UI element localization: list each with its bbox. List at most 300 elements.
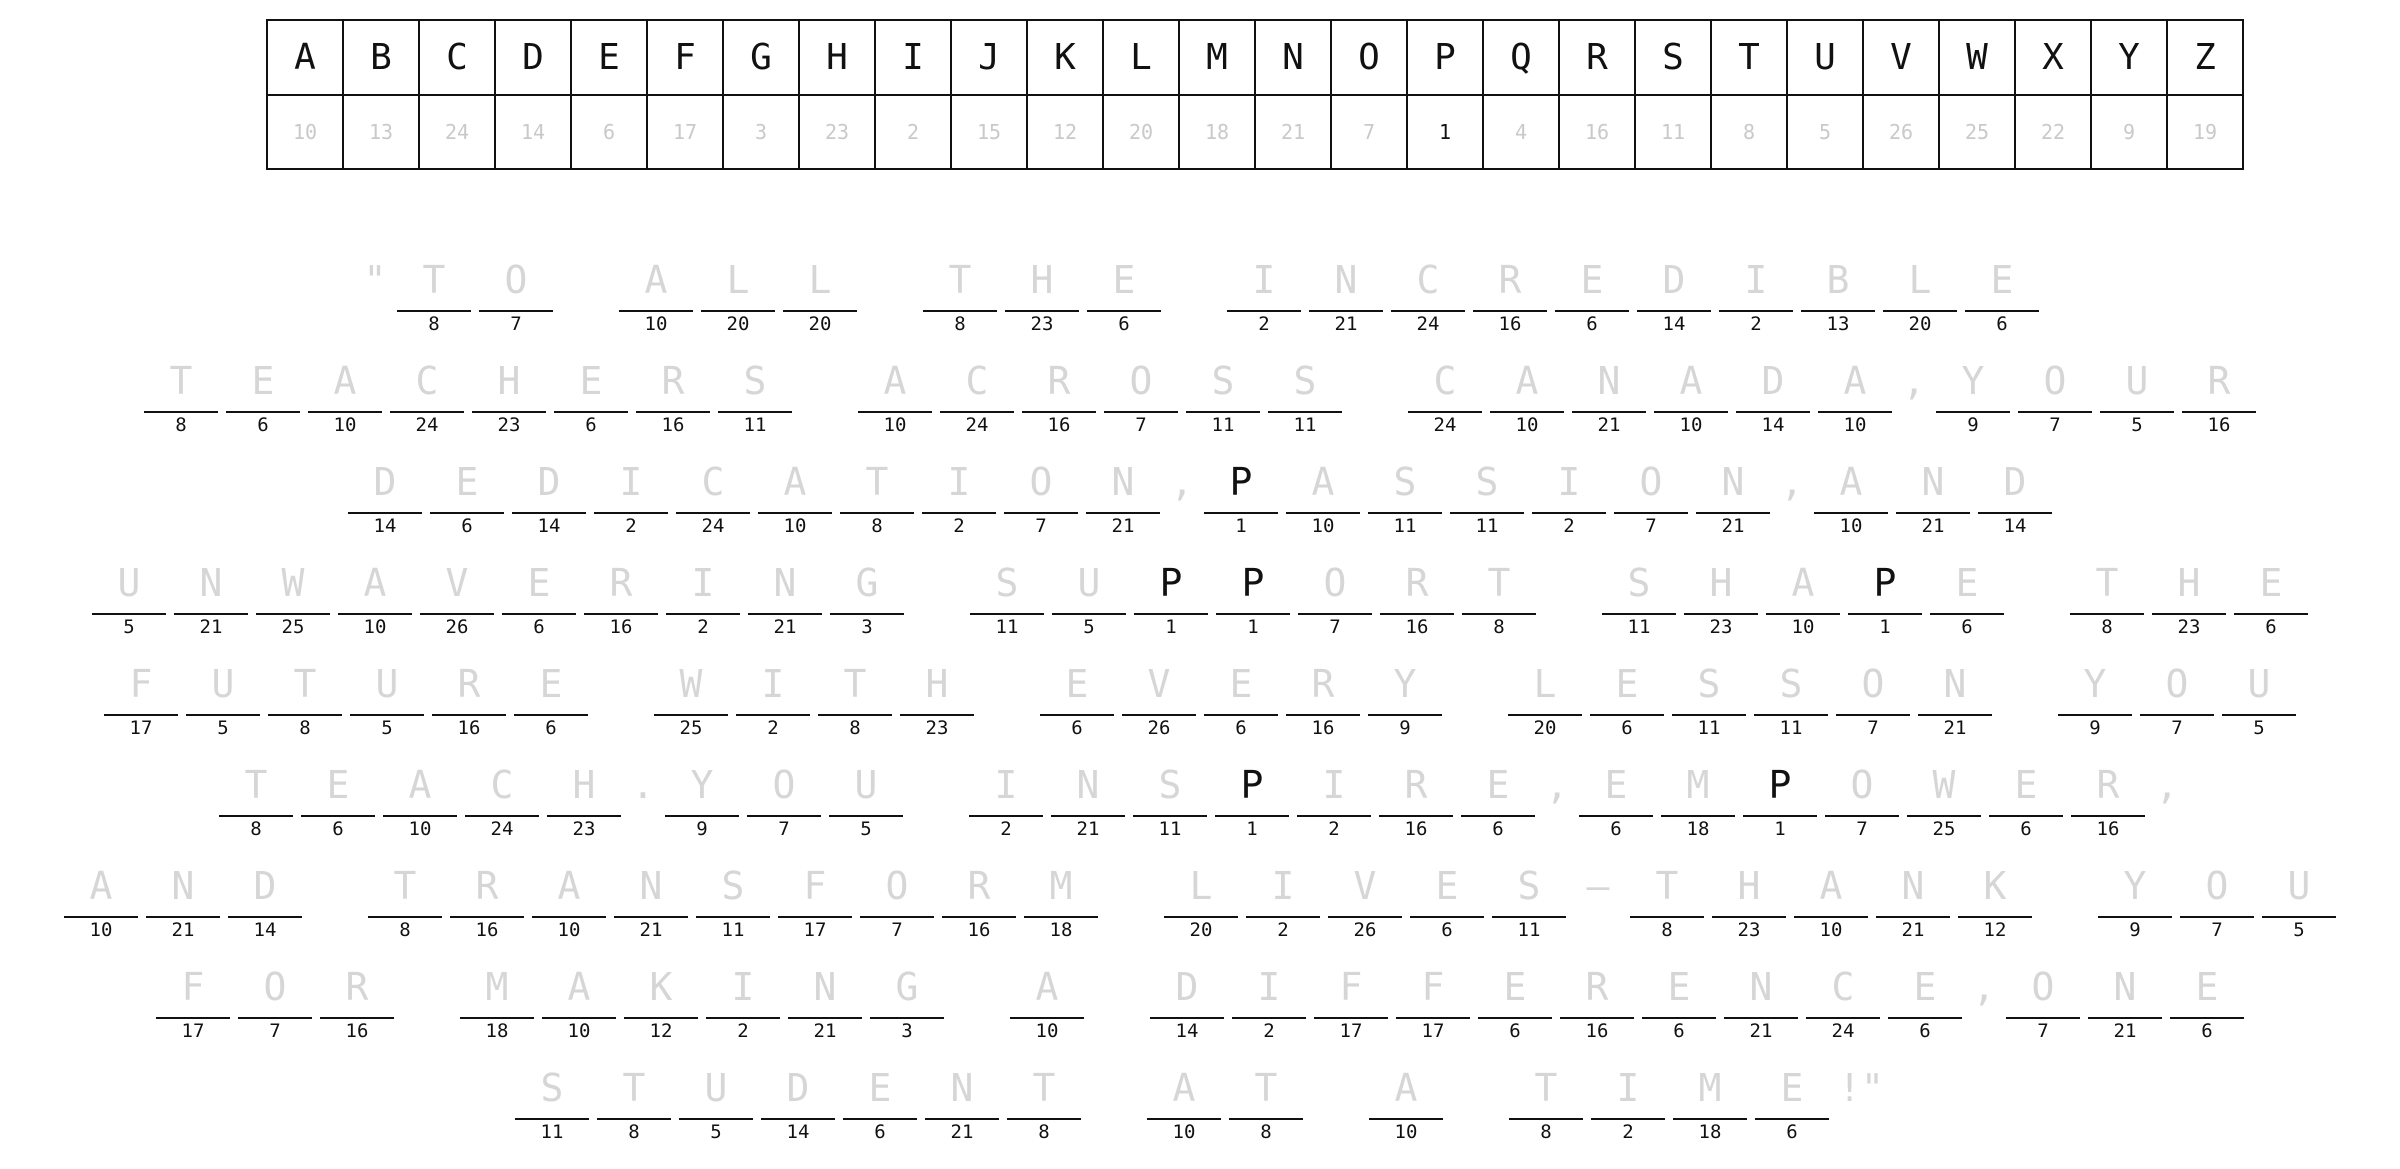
letter-slot[interactable] xyxy=(754,452,836,538)
slot-letter: A xyxy=(644,258,668,302)
slot-letter: N xyxy=(1334,258,1358,302)
letter-slot[interactable] xyxy=(814,654,896,740)
letter-slot[interactable] xyxy=(1932,351,2014,437)
slot-number: 11 xyxy=(1754,714,1828,740)
key-number-cell[interactable]: 12 xyxy=(1027,95,1103,169)
letter-slot[interactable] xyxy=(1130,553,1212,639)
letter-slot[interactable] xyxy=(344,452,426,538)
slot-number: 7 xyxy=(2018,411,2092,437)
letter-slot[interactable] xyxy=(1884,957,1966,1043)
slot-number: 8 xyxy=(1007,1118,1081,1144)
puzzle-word xyxy=(1036,654,1446,740)
slot-letter: R xyxy=(1311,662,1335,706)
slot-letter: A xyxy=(1843,359,1867,403)
letter-slot[interactable] xyxy=(1364,452,1446,538)
slot-number: 23 xyxy=(2152,613,2226,639)
letter-slot[interactable] xyxy=(2166,957,2248,1043)
letter-slot[interactable] xyxy=(1305,250,1387,336)
letter-slot[interactable] xyxy=(965,755,1047,841)
letter-slot[interactable] xyxy=(416,553,498,639)
letter-slot[interactable] xyxy=(2148,553,2230,639)
key-number-cell[interactable]: 25 xyxy=(1939,95,2015,169)
slot-letter: N xyxy=(1721,460,1745,504)
letter-slot[interactable] xyxy=(662,553,744,639)
letter-slot[interactable] xyxy=(732,654,814,740)
slot-number: 11 xyxy=(1133,815,1207,841)
letter-slot[interactable] xyxy=(1626,856,1708,942)
letter-slot[interactable] xyxy=(1892,452,1974,538)
slot-number: 2 xyxy=(922,512,996,538)
slot-letter: H xyxy=(2177,561,2201,605)
letter-slot[interactable] xyxy=(1750,654,1832,740)
letter-slot[interactable] xyxy=(1458,553,1540,639)
letter-slot[interactable] xyxy=(918,452,1000,538)
slot-number: 10 xyxy=(1794,916,1868,942)
slot-number: 6 xyxy=(1590,714,1664,740)
letter-slot[interactable] xyxy=(1404,351,1486,437)
key-number-cell[interactable]: 22 xyxy=(2015,95,2091,169)
letter-slot[interactable] xyxy=(1223,250,1305,336)
slot-number: 16 xyxy=(636,411,710,437)
slot-number: 21 xyxy=(1051,815,1125,841)
letter-slot[interactable] xyxy=(661,755,743,841)
letter-slot[interactable] xyxy=(364,856,446,942)
slot-number: 23 xyxy=(1005,310,1079,336)
slot-letter: D xyxy=(1175,965,1199,1009)
key-number-cell[interactable]: 19 xyxy=(2167,95,2243,169)
slot-number: 6 xyxy=(1989,815,2063,841)
slot-letter: G xyxy=(895,965,919,1009)
letter-slot[interactable] xyxy=(1790,856,1872,942)
letter-slot[interactable] xyxy=(1242,856,1324,942)
letter-slot[interactable] xyxy=(1118,654,1200,740)
letter-slot[interactable] xyxy=(1587,1058,1669,1144)
slot-letter: Y xyxy=(2123,864,2147,908)
letter-slot[interactable] xyxy=(702,957,784,1043)
letter-slot[interactable] xyxy=(1100,351,1182,437)
key-number-cell[interactable]: 3 xyxy=(723,95,799,169)
key-letter-cell: O xyxy=(1331,20,1407,95)
letter-slot[interactable] xyxy=(1020,856,1102,942)
letter-slot[interactable] xyxy=(224,856,306,942)
key-number-cell[interactable]: 26 xyxy=(1863,95,1939,169)
letter-slot[interactable] xyxy=(1974,452,2056,538)
puzzle-line xyxy=(0,553,2400,654)
letter-slot[interactable] xyxy=(1310,957,1392,1043)
letter-slot[interactable] xyxy=(1528,452,1610,538)
letter-slot[interactable] xyxy=(692,856,774,942)
letter-slot[interactable] xyxy=(1129,755,1211,841)
letter-slot[interactable] xyxy=(2178,351,2260,437)
letter-slot[interactable] xyxy=(896,654,978,740)
slot-number: 2 xyxy=(736,714,810,740)
letter-slot[interactable] xyxy=(1810,452,1892,538)
slot-letter: N xyxy=(950,1066,974,1110)
letter-slot[interactable] xyxy=(446,856,528,942)
letter-slot[interactable] xyxy=(1551,250,1633,336)
letter-slot[interactable] xyxy=(140,351,222,437)
letter-slot[interactable] xyxy=(222,351,304,437)
letter-slot[interactable] xyxy=(1000,452,1082,538)
letter-slot[interactable] xyxy=(1879,250,1961,336)
letter-slot[interactable] xyxy=(334,553,416,639)
slot-number: 11 xyxy=(718,411,792,437)
letter-slot[interactable] xyxy=(1006,957,1088,1043)
slot-letter: S xyxy=(1697,662,1721,706)
letter-slot[interactable] xyxy=(697,250,779,336)
letter-slot[interactable] xyxy=(1633,250,1715,336)
letter-slot[interactable] xyxy=(1961,250,2043,336)
letter-slot[interactable] xyxy=(854,351,936,437)
letter-slot[interactable] xyxy=(2054,654,2136,740)
letter-slot[interactable] xyxy=(1926,553,2008,639)
puzzle-word xyxy=(1223,250,2043,336)
letter-slot[interactable] xyxy=(297,755,379,841)
slot-letter: S xyxy=(1779,662,1803,706)
letter-slot[interactable] xyxy=(1692,452,1774,538)
letter-slot[interactable] xyxy=(966,553,1048,639)
letter-slot[interactable] xyxy=(1985,755,2067,841)
letter-slot[interactable] xyxy=(1668,654,1750,740)
letter-slot[interactable] xyxy=(938,856,1020,942)
letter-slot[interactable] xyxy=(836,452,918,538)
letter-slot[interactable] xyxy=(1182,351,1264,437)
slot-number: 6 xyxy=(1478,1017,1552,1043)
letter-slot[interactable] xyxy=(632,351,714,437)
letter-slot[interactable] xyxy=(2136,654,2218,740)
letter-slot[interactable] xyxy=(779,250,861,336)
letter-slot[interactable] xyxy=(1821,755,1903,841)
slot-letter: I xyxy=(994,763,1018,807)
letter-slot[interactable] xyxy=(2258,856,2340,942)
letter-slot[interactable] xyxy=(1610,452,1692,538)
slot-number: 5 xyxy=(1052,613,1126,639)
letter-slot[interactable] xyxy=(170,553,252,639)
slot-letter: U xyxy=(1077,561,1101,605)
letter-slot[interactable] xyxy=(650,654,732,740)
key-number-cell[interactable]: 2 xyxy=(875,95,951,169)
letter-slot[interactable] xyxy=(921,1058,1003,1144)
letter-slot[interactable] xyxy=(590,452,672,538)
letter-slot[interactable] xyxy=(2230,553,2312,639)
letter-slot[interactable] xyxy=(1720,957,1802,1043)
letter-slot[interactable] xyxy=(839,1058,921,1144)
key-number-cell[interactable]: 14 xyxy=(495,95,571,169)
slot-number: 21 xyxy=(174,613,248,639)
letter-slot[interactable] xyxy=(1586,654,1668,740)
slot-number: 2 xyxy=(969,815,1043,841)
letter-slot[interactable] xyxy=(1797,250,1879,336)
letter-slot[interactable] xyxy=(2014,351,2096,437)
letter-slot[interactable] xyxy=(1392,957,1474,1043)
slot-number: 7 xyxy=(2180,916,2254,942)
key-number-cell[interactable]: 17 xyxy=(647,95,723,169)
letter-slot[interactable] xyxy=(386,351,468,437)
key-number-cell[interactable]: 18 xyxy=(1179,95,1255,169)
letter-slot[interactable] xyxy=(1146,957,1228,1043)
key-number-cell[interactable]: 8 xyxy=(1711,95,1787,169)
letter-slot[interactable] xyxy=(1802,957,1884,1043)
letter-slot[interactable] xyxy=(1018,351,1100,437)
letter-slot[interactable] xyxy=(1143,1058,1225,1144)
slot-letter: T xyxy=(1487,561,1511,605)
slot-number: 21 xyxy=(1572,411,1646,437)
slot-letter: T xyxy=(1032,1066,1056,1110)
letter-slot[interactable] xyxy=(142,856,224,942)
letter-slot[interactable] xyxy=(826,553,908,639)
puzzle-word xyxy=(1365,1058,1447,1144)
letter-slot[interactable] xyxy=(1036,654,1118,740)
letter-slot[interactable] xyxy=(264,654,346,740)
letter-slot[interactable] xyxy=(936,351,1018,437)
letter-slot[interactable] xyxy=(1486,351,1568,437)
letter-slot[interactable] xyxy=(1872,856,1954,942)
letter-slot[interactable] xyxy=(1282,654,1364,740)
letter-slot[interactable] xyxy=(543,755,625,841)
key-letter-cell: S xyxy=(1635,20,1711,95)
letter-slot[interactable] xyxy=(1469,250,1551,336)
slot-number: 23 xyxy=(472,411,546,437)
letter-slot[interactable] xyxy=(1903,755,1985,841)
slot-number: 3 xyxy=(870,1017,944,1043)
key-number-cell[interactable]: 7 xyxy=(1331,95,1407,169)
letter-slot[interactable] xyxy=(1375,755,1457,841)
key-letter-cell: F xyxy=(647,20,723,95)
letter-slot[interactable] xyxy=(1200,654,1282,740)
slot-letter: S xyxy=(1517,864,1541,908)
slot-number: 24 xyxy=(465,815,539,841)
letter-slot[interactable] xyxy=(757,1058,839,1144)
key-number-cell[interactable]: 24 xyxy=(419,95,495,169)
letter-slot[interactable] xyxy=(2066,553,2148,639)
letter-slot[interactable] xyxy=(252,553,334,639)
letter-slot[interactable] xyxy=(100,654,182,740)
slot-number: 10 xyxy=(758,512,832,538)
slot-letter: S xyxy=(540,1066,564,1110)
key-number-cell[interactable]: 11 xyxy=(1635,95,1711,169)
letter-slot[interactable] xyxy=(528,856,610,942)
letter-slot[interactable] xyxy=(428,654,510,740)
letter-slot[interactable] xyxy=(866,957,948,1043)
letter-slot[interactable] xyxy=(2084,957,2166,1043)
letter-slot[interactable] xyxy=(2067,755,2149,841)
key-number-cell[interactable]: 15 xyxy=(951,95,1027,169)
letter-slot[interactable] xyxy=(1003,1058,1085,1144)
key-number-cell[interactable]: 1 xyxy=(1407,95,1483,169)
letter-slot[interactable] xyxy=(1669,1058,1751,1144)
letter-slot[interactable] xyxy=(1212,553,1294,639)
letter-slot[interactable] xyxy=(784,957,866,1043)
letter-slot[interactable] xyxy=(1282,452,1364,538)
slot-letter: U xyxy=(2247,662,2271,706)
letter-slot[interactable] xyxy=(60,856,142,942)
letter-slot[interactable] xyxy=(1732,351,1814,437)
letter-slot[interactable] xyxy=(620,957,702,1043)
key-letter-cell: G xyxy=(723,20,799,95)
letter-slot[interactable] xyxy=(1160,856,1242,942)
key-letter-cell: W xyxy=(1939,20,2015,95)
letter-slot[interactable] xyxy=(316,957,398,1043)
letter-slot[interactable] xyxy=(1376,553,1458,639)
letter-slot[interactable] xyxy=(1364,654,1446,740)
slot-letter: S xyxy=(721,864,745,908)
slot-letter: S xyxy=(1158,763,1182,807)
letter-slot[interactable] xyxy=(615,250,697,336)
slot-number: 8 xyxy=(1509,1118,1583,1144)
letter-slot[interactable] xyxy=(580,553,662,639)
letter-slot[interactable] xyxy=(304,351,386,437)
letter-slot[interactable] xyxy=(1739,755,1821,841)
letter-slot[interactable] xyxy=(1751,1058,1833,1144)
letter-slot[interactable] xyxy=(1228,957,1310,1043)
letter-slot[interactable] xyxy=(234,957,316,1043)
letter-slot[interactable] xyxy=(2218,654,2300,740)
letter-slot[interactable] xyxy=(1001,250,1083,336)
slot-letter: L xyxy=(808,258,832,302)
slot-letter: I xyxy=(1744,258,1768,302)
key-number-cell[interactable]: 9 xyxy=(2091,95,2167,169)
letter-slot[interactable] xyxy=(1211,755,1293,841)
letter-slot[interactable] xyxy=(856,856,938,942)
letter-slot[interactable] xyxy=(2002,957,2084,1043)
letter-slot[interactable] xyxy=(672,452,754,538)
letter-slot[interactable] xyxy=(1293,755,1375,841)
slot-number: 11 xyxy=(1268,411,1342,437)
letter-slot[interactable] xyxy=(510,654,592,740)
slot-letter: E xyxy=(1990,258,2014,302)
key-number-cell[interactable]: 13 xyxy=(343,95,419,169)
letter-slot[interactable] xyxy=(1200,452,1282,538)
letter-slot[interactable] xyxy=(1324,856,1406,942)
letter-slot[interactable] xyxy=(1954,856,2036,942)
letter-slot[interactable] xyxy=(2094,856,2176,942)
slot-number: 14 xyxy=(348,512,422,538)
letter-slot[interactable] xyxy=(743,755,825,841)
letter-slot[interactable] xyxy=(468,351,550,437)
key-number-cell[interactable]: 20 xyxy=(1103,95,1179,169)
slot-number: 1 xyxy=(1204,512,1278,538)
letter-slot[interactable] xyxy=(1488,856,1570,942)
letter-slot[interactable] xyxy=(152,957,234,1043)
letter-slot[interactable] xyxy=(1505,1058,1587,1144)
letter-slot[interactable] xyxy=(1264,351,1346,437)
letter-slot[interactable] xyxy=(182,654,264,740)
slot-number: 10 xyxy=(308,411,382,437)
puzzle-line xyxy=(0,957,2400,1058)
key-number-cell[interactable]: 5 xyxy=(1787,95,1863,169)
letter-slot[interactable] xyxy=(1568,351,1650,437)
letter-slot[interactable] xyxy=(2176,856,2258,942)
letter-slot[interactable] xyxy=(1650,351,1732,437)
letter-slot[interactable] xyxy=(1294,553,1376,639)
letter-slot[interactable] xyxy=(1457,755,1539,841)
key-number-cell[interactable]: 21 xyxy=(1255,95,1331,169)
letter-slot[interactable] xyxy=(461,755,543,841)
letter-slot[interactable] xyxy=(1680,553,1762,639)
letter-slot[interactable] xyxy=(538,957,620,1043)
key-number-cell[interactable]: 6 xyxy=(571,95,647,169)
slot-letter: A xyxy=(883,359,907,403)
letter-slot[interactable] xyxy=(1083,250,1165,336)
letter-slot[interactable] xyxy=(1406,856,1488,942)
letter-slot[interactable] xyxy=(774,856,856,942)
letter-slot[interactable] xyxy=(2096,351,2178,437)
slot-letter: U xyxy=(2287,864,2311,908)
slot-number: 16 xyxy=(2182,411,2256,437)
slot-letter: T xyxy=(393,864,417,908)
key-number-cell[interactable]: 23 xyxy=(799,95,875,169)
key-number-cell[interactable]: 10 xyxy=(267,95,343,169)
letter-slot[interactable] xyxy=(475,250,557,336)
slot-letter: R xyxy=(1405,561,1429,605)
letter-slot[interactable] xyxy=(1446,452,1528,538)
letter-slot[interactable] xyxy=(1474,957,1556,1043)
letter-slot[interactable] xyxy=(1047,755,1129,841)
slot-letter: D xyxy=(253,864,277,908)
letter-slot[interactable] xyxy=(508,452,590,538)
letter-slot[interactable] xyxy=(1715,250,1797,336)
slot-number: 21 xyxy=(925,1118,999,1144)
letter-slot[interactable] xyxy=(88,553,170,639)
letter-slot[interactable] xyxy=(1225,1058,1307,1144)
letter-slot[interactable] xyxy=(593,1058,675,1144)
slot-number: 24 xyxy=(940,411,1014,437)
key-number-cell[interactable]: 16 xyxy=(1559,95,1635,169)
letter-slot[interactable] xyxy=(346,654,428,740)
letter-slot[interactable] xyxy=(1504,654,1586,740)
puzzle-line xyxy=(0,856,2400,957)
letter-slot[interactable] xyxy=(1365,1058,1447,1144)
letter-slot[interactable] xyxy=(1575,755,1657,841)
slot-number: 21 xyxy=(1309,310,1383,336)
letter-slot[interactable] xyxy=(393,250,475,336)
letter-slot[interactable] xyxy=(456,957,538,1043)
letter-slot[interactable] xyxy=(1832,654,1914,740)
letter-slot[interactable] xyxy=(1556,957,1638,1043)
letter-slot[interactable] xyxy=(1598,553,1680,639)
letter-slot[interactable] xyxy=(1082,452,1164,538)
letter-slot[interactable] xyxy=(379,755,461,841)
slot-letter: L xyxy=(1908,258,1932,302)
letter-slot[interactable] xyxy=(215,755,297,841)
letter-slot[interactable] xyxy=(1048,553,1130,639)
letter-slot[interactable] xyxy=(1387,250,1469,336)
letter-slot[interactable] xyxy=(825,755,907,841)
letter-slot[interactable] xyxy=(1762,553,1844,639)
slot-number: 6 xyxy=(430,512,504,538)
letter-slot[interactable] xyxy=(1657,755,1739,841)
slot-letter: A xyxy=(567,965,591,1009)
key-number-cell[interactable]: 4 xyxy=(1483,95,1559,169)
letter-slot[interactable] xyxy=(1814,351,1896,437)
letter-slot[interactable] xyxy=(610,856,692,942)
letter-slot[interactable] xyxy=(744,553,826,639)
letter-slot[interactable] xyxy=(675,1058,757,1144)
letter-slot[interactable] xyxy=(426,452,508,538)
letter-slot[interactable] xyxy=(511,1058,593,1144)
letter-slot[interactable] xyxy=(550,351,632,437)
slot-number: 18 xyxy=(1673,1118,1747,1144)
letter-slot[interactable] xyxy=(1844,553,1926,639)
letter-slot[interactable] xyxy=(919,250,1001,336)
letter-slot[interactable] xyxy=(1914,654,1996,740)
letter-slot[interactable] xyxy=(1638,957,1720,1043)
letter-slot[interactable] xyxy=(714,351,796,437)
slot-letter: D xyxy=(537,460,561,504)
letter-slot[interactable] xyxy=(498,553,580,639)
slot-number: 10 xyxy=(64,916,138,942)
letter-slot[interactable] xyxy=(1708,856,1790,942)
